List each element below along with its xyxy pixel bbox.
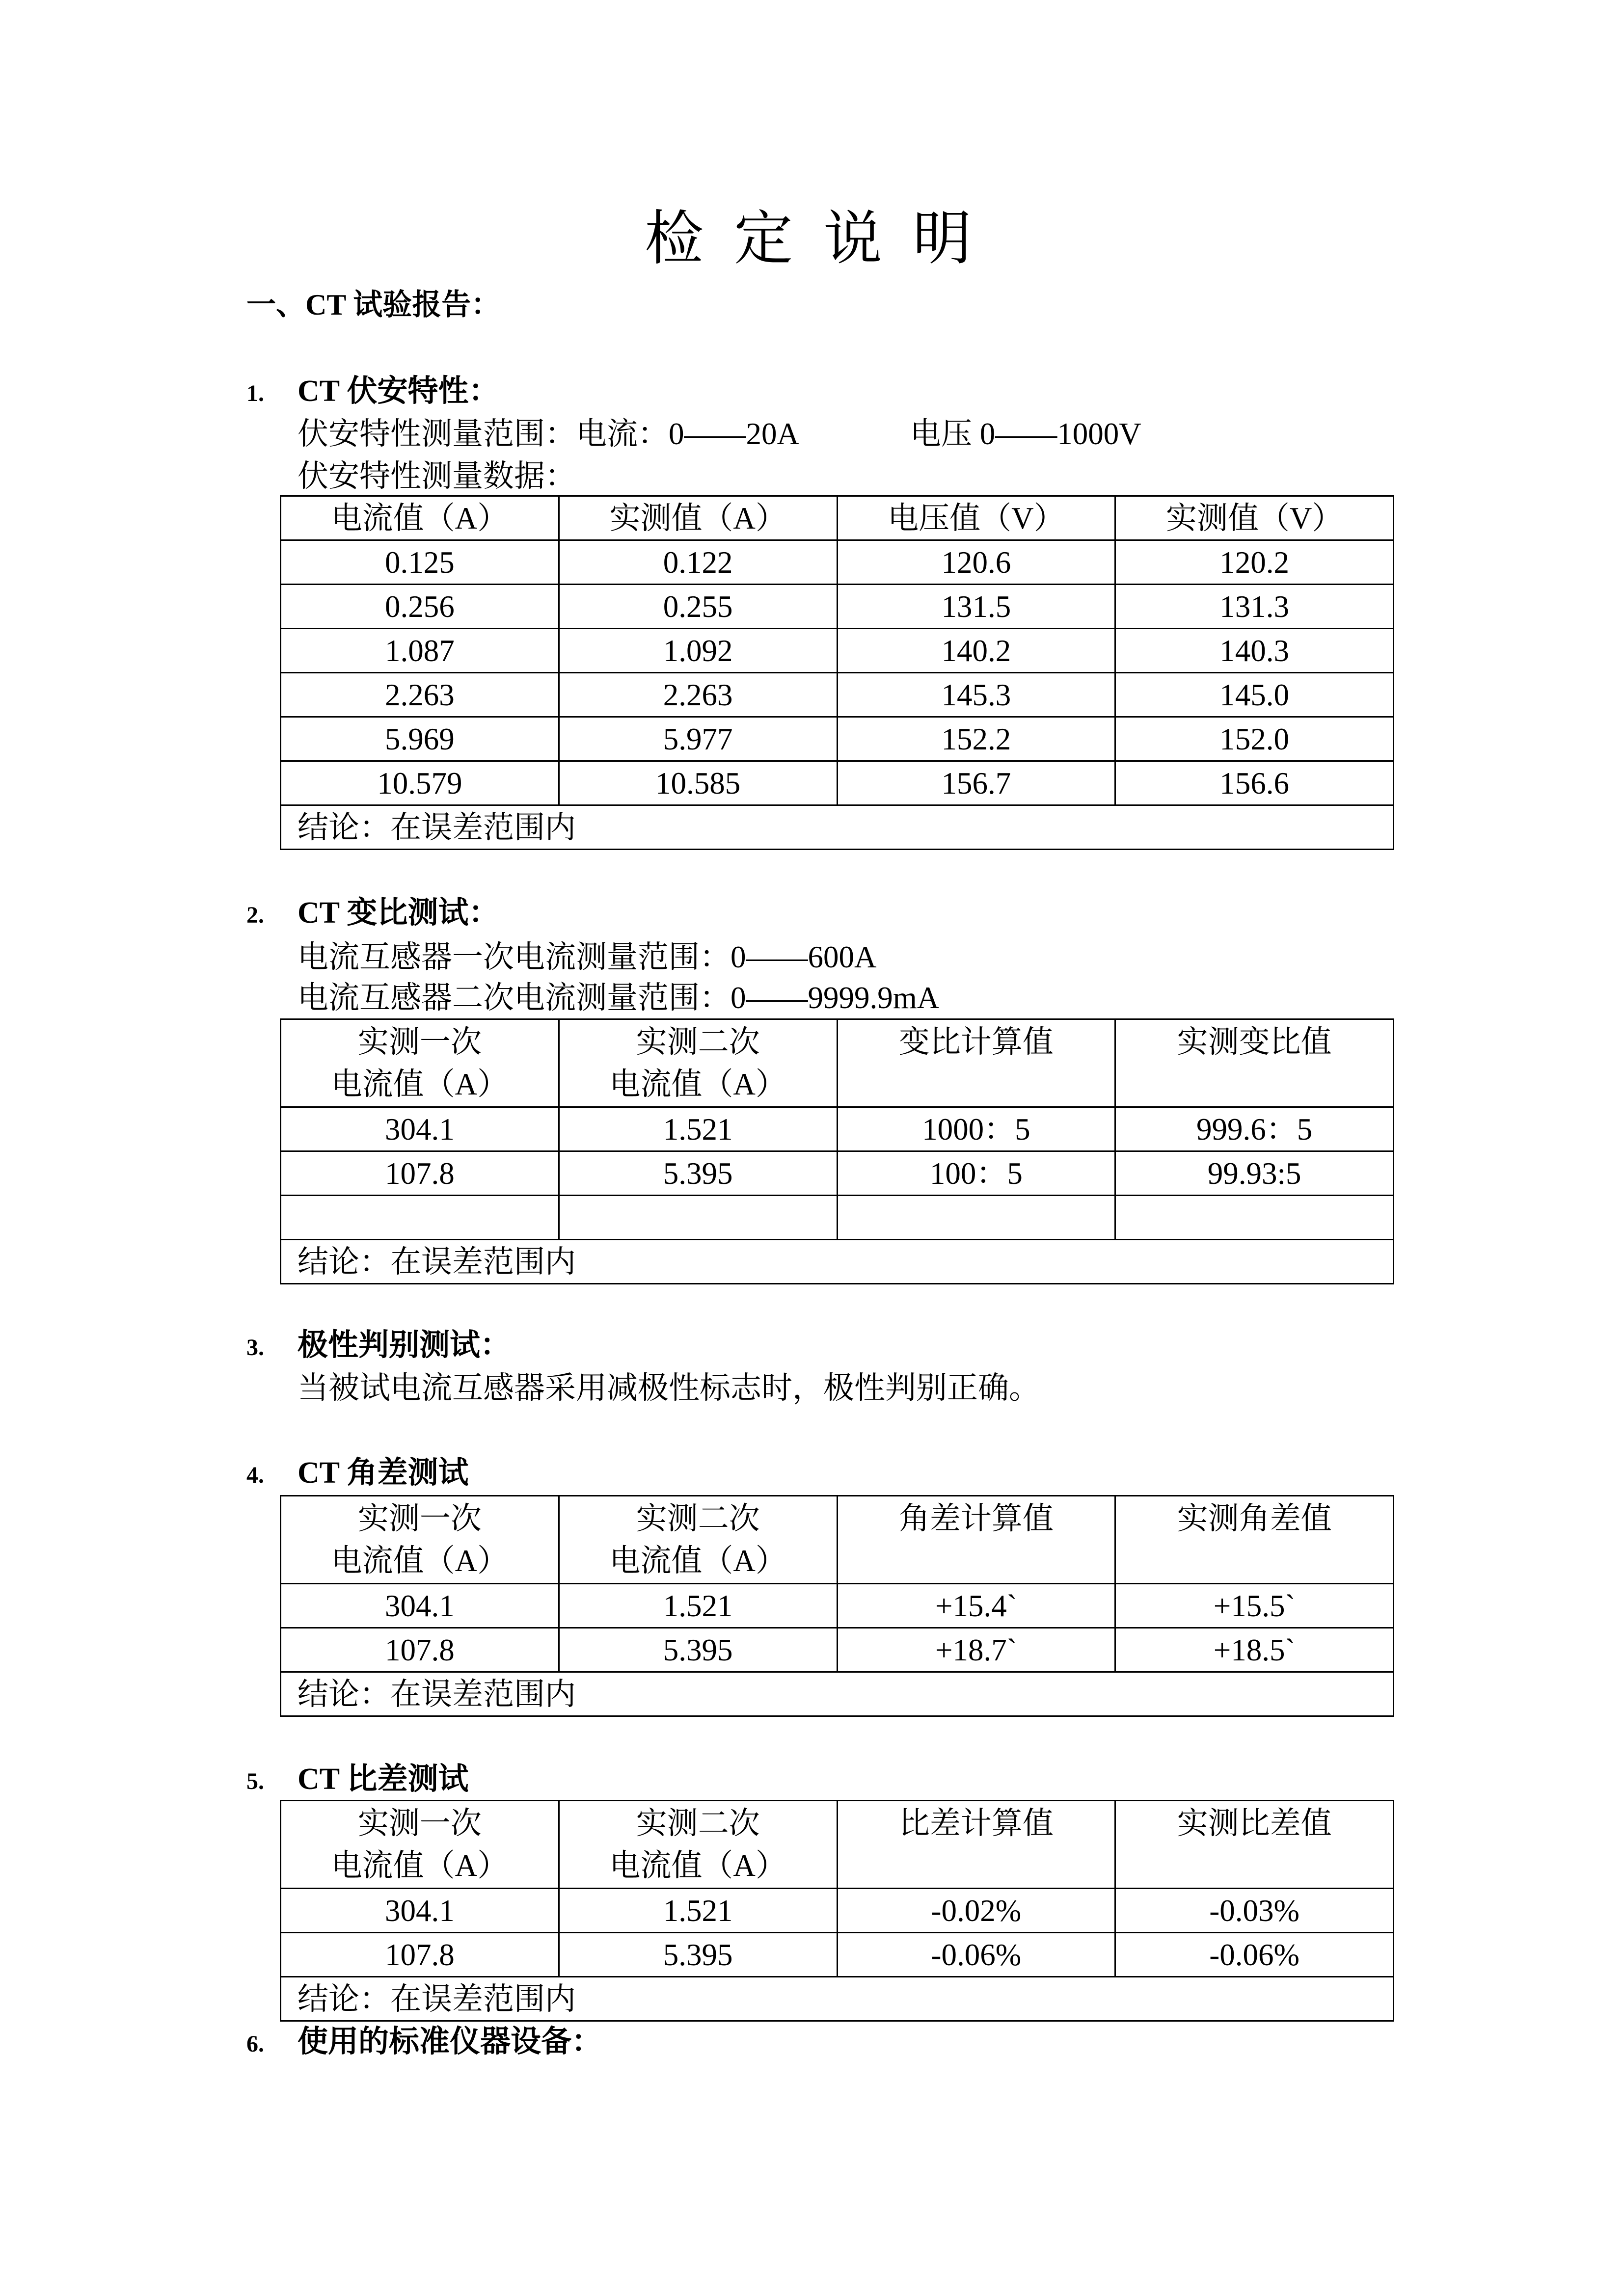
table-cell: 120.6: [837, 540, 1115, 585]
table-row: [281, 1107, 1394, 1151]
table-conclusion-row: [281, 1240, 1394, 1284]
table-cell: 1000：5: [837, 1107, 1115, 1151]
header-line: 电流值（A）: [331, 1067, 509, 1101]
table-conclusion-row: [281, 1977, 1394, 2021]
section-heading: 一、CT 试验报告：: [246, 289, 501, 321]
table-header-cell: 实测值（A）: [559, 496, 837, 540]
table-cell: 0.122: [559, 540, 837, 585]
table-cell: 1.092: [559, 629, 837, 673]
header-line: 实测变比值: [1177, 1025, 1332, 1059]
table-header-cell: 电压值（V）: [837, 496, 1115, 540]
header-line: 实测二次: [636, 1501, 760, 1536]
header-line: 实测二次: [636, 1025, 760, 1059]
table-cell: -0.03%: [1115, 1889, 1394, 1933]
table-row: [281, 1151, 1394, 1196]
item-1-range-current: 伏安特性测量范围：电流：0——20A: [298, 417, 799, 451]
table-cell: 5.395: [559, 1933, 837, 1977]
header-line: 电流值（A）: [609, 1067, 786, 1101]
item-3-text: 当被试电流互感器采用减极性标志时，极性判别正确。: [298, 1371, 1040, 1405]
table-cell: +18.5`: [1115, 1628, 1394, 1672]
table-header-cell: [1115, 1801, 1394, 1889]
table-cell: 10.579: [281, 761, 559, 805]
volt-ampere-table: [280, 495, 1394, 850]
table-header-cell: [837, 1801, 1115, 1889]
item-5-heading: [246, 1763, 469, 1803]
table-header-cell: [281, 1496, 559, 1584]
table-cell-empty: [1115, 1196, 1394, 1240]
item-1-range-voltage: 电压 0——1000V: [910, 417, 1141, 451]
table-header-row: [281, 1801, 1394, 1889]
table-cell: 99.93:5: [1115, 1151, 1394, 1196]
table-cell-empty: [281, 1196, 559, 1240]
table-row: [281, 761, 1394, 805]
table-cell: 140.2: [837, 629, 1115, 673]
header-line: 角差计算值: [898, 1501, 1054, 1536]
table-cell: 156.7: [837, 761, 1115, 805]
table-cell: 140.3: [1115, 629, 1394, 673]
table-cell: 131.3: [1115, 585, 1394, 629]
table-row-empty: [281, 1196, 1394, 1240]
table-cell: 304.1: [281, 1584, 559, 1628]
table-row: [281, 1628, 1394, 1672]
table-cell: 152.2: [837, 717, 1115, 761]
table-cell: 107.8: [281, 1151, 559, 1196]
header-line: 实测一次: [357, 1025, 482, 1059]
table-cell: 1.521: [559, 1584, 837, 1628]
table-cell: 2.263: [281, 673, 559, 717]
table-cell: 2.263: [559, 673, 837, 717]
table-cell: 1.087: [281, 629, 559, 673]
conclusion-cell: 结论：在误差范围内: [281, 1240, 1394, 1284]
table-conclusion-row: [281, 805, 1394, 850]
item-title: CT 变比测试：: [298, 896, 499, 930]
table-cell: 5.969: [281, 717, 559, 761]
item-number: 2.: [246, 902, 264, 928]
table-cell: 1.521: [559, 1889, 837, 1933]
table-cell: 145.3: [837, 673, 1115, 717]
table-cell: 107.8: [281, 1933, 559, 1977]
table-cell: 156.6: [1115, 761, 1394, 805]
table-cell: 10.585: [559, 761, 837, 805]
header-line: 实测角差值: [1177, 1501, 1332, 1536]
header-line: 电流值（A）: [331, 1848, 509, 1883]
header-line: 变比计算值: [898, 1025, 1054, 1059]
item-number: 1.: [246, 380, 264, 406]
item-number: 6.: [246, 2031, 264, 2057]
item-6-heading: [246, 2026, 602, 2066]
table-header-cell: 电流值（A）: [281, 496, 559, 540]
table-header-cell: [559, 1019, 837, 1107]
table-row: [281, 1584, 1394, 1628]
table-cell: +15.4`: [837, 1584, 1115, 1628]
item-title: 极性判别测试：: [298, 1329, 511, 1362]
table-cell: -0.06%: [837, 1933, 1115, 1977]
table-cell: 107.8: [281, 1628, 559, 1672]
item-number: 5.: [246, 1768, 264, 1794]
table-cell: 304.1: [281, 1889, 559, 1933]
header-line: 实测二次: [636, 1806, 760, 1841]
table-cell: -0.06%: [1115, 1933, 1394, 1977]
header-line: 实测一次: [357, 1806, 482, 1841]
item-number: 3.: [246, 1335, 264, 1361]
table-header-cell: [559, 1496, 837, 1584]
item-title: CT 比差测试: [298, 1762, 469, 1796]
conclusion-cell: 结论：在误差范围内: [281, 1672, 1394, 1716]
table-cell: 0.256: [281, 585, 559, 629]
table-header-cell: [837, 1496, 1115, 1584]
table-header-cell: [1115, 1019, 1394, 1107]
table-cell: 5.395: [559, 1151, 837, 1196]
table-header-cell: [281, 1801, 559, 1889]
table-cell: 100：5: [837, 1151, 1115, 1196]
table-cell: 304.1: [281, 1107, 559, 1151]
header-line: 电流值（A）: [331, 1544, 509, 1578]
header-line: 实测一次: [357, 1501, 482, 1536]
item-number: 4.: [246, 1462, 264, 1488]
header-line: 电流值（A）: [609, 1544, 786, 1578]
table-cell: +18.7`: [837, 1628, 1115, 1672]
table-row: [281, 1889, 1394, 1933]
header-line: 实测比差值: [1177, 1806, 1332, 1841]
header-line: 比差计算值: [898, 1806, 1054, 1841]
item-title: CT 伏安特性：: [298, 374, 499, 408]
table-row: [281, 673, 1394, 717]
table-cell: 131.5: [837, 585, 1115, 629]
table-conclusion-row: [281, 1672, 1394, 1716]
item-title: CT 角差测试: [298, 1456, 469, 1490]
table-cell: -0.02%: [837, 1889, 1115, 1933]
table-row: [281, 629, 1394, 673]
page-title: 检 定 说 明: [645, 206, 979, 271]
table-cell: 0.125: [281, 540, 559, 585]
table-cell: 120.2: [1115, 540, 1394, 585]
angle-error-table: [280, 1495, 1394, 1717]
table-row: [281, 540, 1394, 585]
table-header-cell: [281, 1019, 559, 1107]
table-cell: 145.0: [1115, 673, 1394, 717]
item-1-heading: [246, 375, 499, 415]
table-cell: 1.521: [559, 1107, 837, 1151]
table-cell: +15.5`: [1115, 1584, 1394, 1628]
conclusion-cell: 结论：在误差范围内: [281, 805, 1394, 850]
conclusion-cell: 结论：在误差范围内: [281, 1977, 1394, 2021]
table-row: [281, 1933, 1394, 1977]
item-title: 使用的标准仪器设备：: [298, 2025, 602, 2058]
table-cell-empty: [559, 1196, 837, 1240]
header-line: 电流值（A）: [609, 1848, 786, 1883]
table-cell: 0.255: [559, 585, 837, 629]
table-header-cell: [837, 1019, 1115, 1107]
table-cell: 5.977: [559, 717, 837, 761]
table-header-row: [281, 1496, 1394, 1584]
table-header-row: [281, 1019, 1394, 1107]
item-2-secondary-range: 电流互感器二次电流测量范围：0——9999.9mA: [298, 981, 940, 1015]
table-row: [281, 585, 1394, 629]
item-2-heading: [246, 897, 499, 937]
table-header-cell: 实测值（V）: [1115, 496, 1394, 540]
item-1-data-label: 伏安特性测量数据：: [298, 459, 576, 493]
table-cell: 5.395: [559, 1628, 837, 1672]
table-header-cell: [1115, 1496, 1394, 1584]
table-cell: 152.0: [1115, 717, 1394, 761]
item-4-heading: [246, 1457, 469, 1497]
table-row: [281, 717, 1394, 761]
table-cell: 999.6：5: [1115, 1107, 1394, 1151]
item-2-primary-range: 电流互感器一次电流测量范围：0——600A: [298, 940, 877, 974]
table-header-cell: [559, 1801, 837, 1889]
item-3-heading: [246, 1329, 511, 1369]
ratio-error-table: [280, 1800, 1394, 2022]
table-header-row: [281, 496, 1394, 540]
ratio-table: [280, 1018, 1394, 1284]
table-cell-empty: [837, 1196, 1115, 1240]
